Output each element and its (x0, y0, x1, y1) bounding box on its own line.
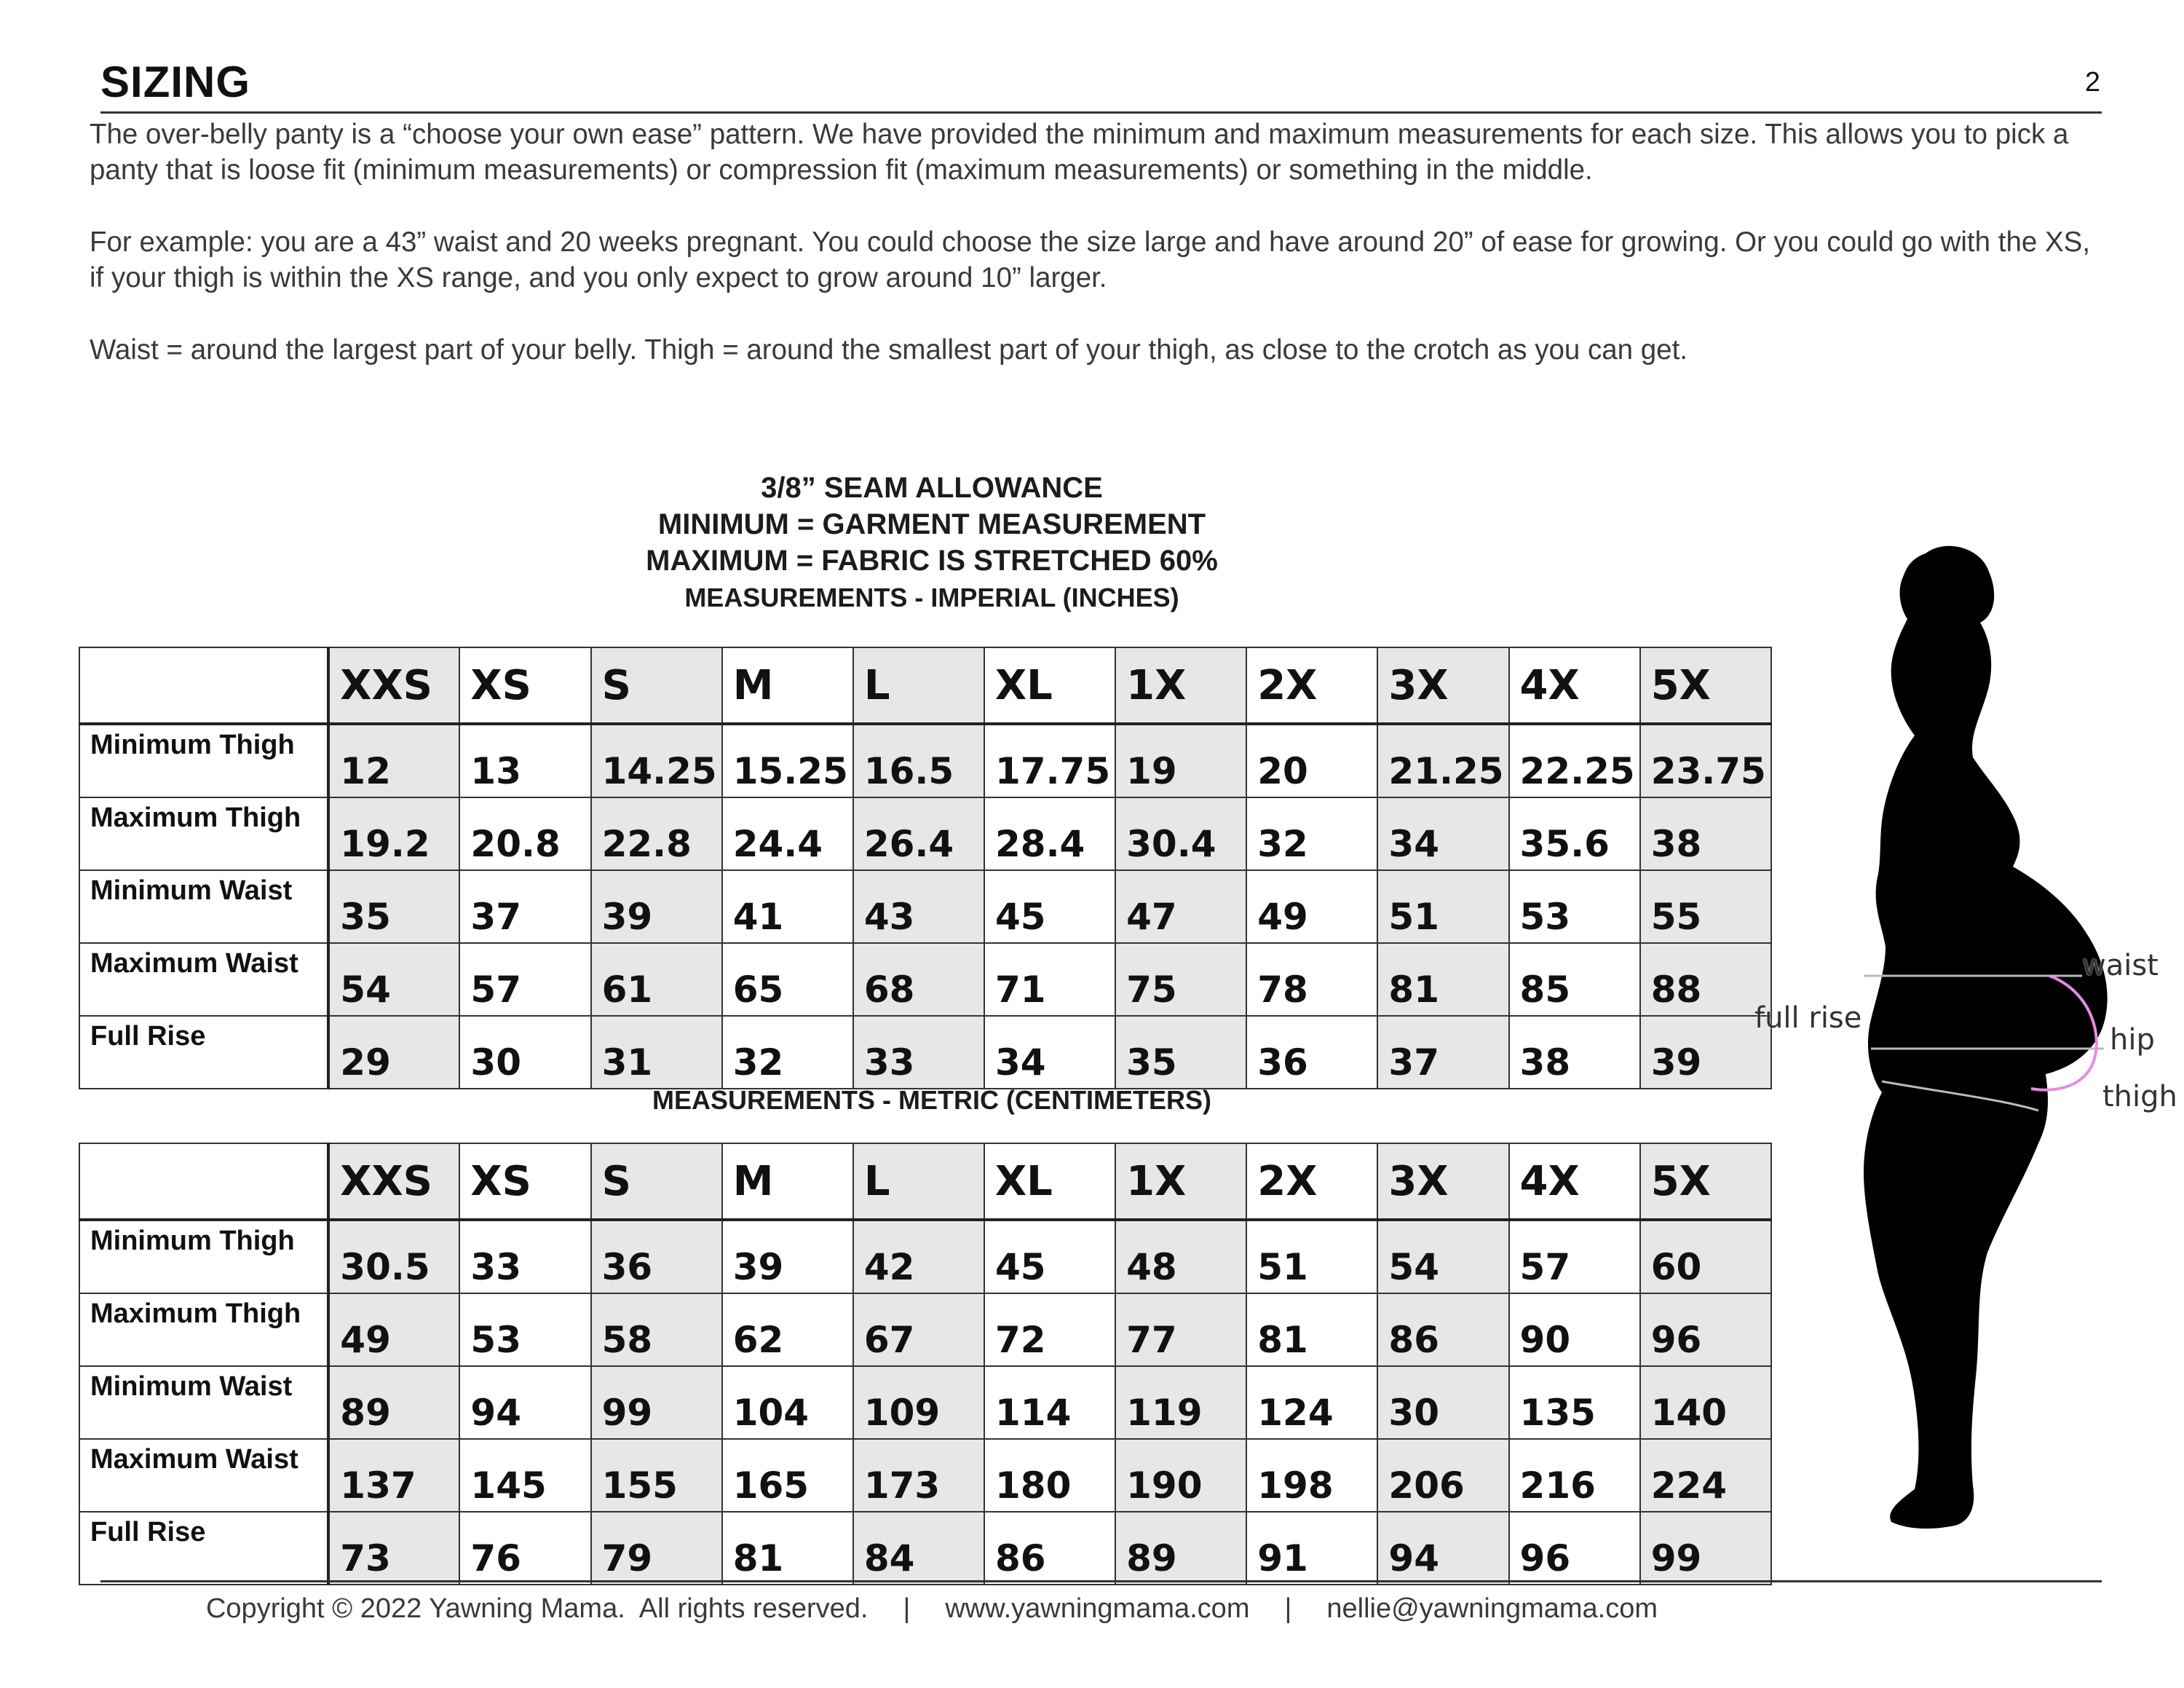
table-row (79, 1016, 1771, 1089)
table-cell: 30.5 (328, 1220, 459, 1293)
maximum-definition-heading: MAXIMUM = FABRIC IS STRETCHED 60% (646, 545, 1218, 577)
size-header-m: M (722, 647, 853, 724)
row-label: Maximum Thigh (79, 1293, 328, 1366)
table-row (79, 1293, 1771, 1366)
table-cell: 137 (328, 1439, 459, 1512)
size-header-xxs: XXS (328, 647, 459, 724)
table-cell: 49 (328, 1293, 459, 1366)
table-cell: 34 (1377, 797, 1508, 870)
table-cell: 35.6 (1509, 797, 1640, 870)
table-row (79, 1439, 1771, 1512)
table-cell: 47 (1115, 870, 1246, 943)
table-cell: 22.8 (591, 797, 722, 870)
table-cell: 104 (722, 1366, 853, 1439)
row-label: Full Rise (79, 1016, 328, 1089)
intro-paragraph-3: Waist = around the largest part of your belly. Thigh = around the smallest part of your thigh, as close to the crotch as you can get. (90, 334, 1688, 366)
table-row (79, 943, 1771, 1016)
table-corner-cell (79, 647, 328, 724)
minimum-definition-heading: MINIMUM = GARMENT MEASUREMENT (657, 508, 1206, 540)
table-cell: 62 (722, 1293, 853, 1366)
table-cell: 39 (722, 1220, 853, 1293)
size-header-xs: XS (459, 1143, 590, 1220)
table-cell: 12 (328, 724, 459, 797)
table-cell: 145 (459, 1439, 590, 1512)
table-cell: 29 (328, 1016, 459, 1089)
imperial-size-table (79, 647, 1772, 1089)
table-cell: 198 (1246, 1439, 1377, 1512)
table-cell: 37 (459, 870, 590, 943)
table-cell: 135 (1509, 1366, 1640, 1439)
table-cell: 22.25 (1509, 724, 1640, 797)
row-label: Minimum Waist (79, 1366, 328, 1439)
table-cell: 71 (984, 943, 1115, 1016)
table-cell: 53 (459, 1293, 590, 1366)
table-cell: 43 (853, 870, 984, 943)
table-cell: 55 (1640, 870, 1771, 943)
table-cell: 89 (1115, 1512, 1246, 1585)
table-corner-cell (79, 1143, 328, 1220)
hip-label: hip (2110, 1023, 2155, 1057)
table-cell: 224 (1640, 1439, 1771, 1512)
table-cell: 78 (1246, 943, 1377, 1016)
table-cell: 140 (1640, 1366, 1771, 1439)
table-cell: 30 (1377, 1366, 1508, 1439)
table-cell: 68 (853, 943, 984, 1016)
table-cell: 35 (328, 870, 459, 943)
row-label: Minimum Thigh (79, 1220, 328, 1293)
table-cell: 49 (1246, 870, 1377, 943)
table-header-row (79, 1143, 1771, 1220)
table-cell: 24.4 (722, 797, 853, 870)
intro-paragraph-1: The over-belly panty is a “choose your own ease” pattern. We have provided the minimum and maximum measurements for each size. This allows you to pick a panty that is loose fit (minimum measurements) or compression fit (maximum measurements) or something in the middle. (90, 119, 2069, 186)
table-row (79, 870, 1771, 943)
table-cell: 155 (591, 1439, 722, 1512)
footer (0, 1593, 1864, 1625)
table-cell: 20 (1246, 724, 1377, 797)
table-cell: 77 (1115, 1293, 1246, 1366)
table-row (79, 724, 1771, 797)
table-cell: 73 (328, 1512, 459, 1585)
table-cell: 28.4 (984, 797, 1115, 870)
table-cell: 114 (984, 1366, 1115, 1439)
footer-email-link[interactable]: nellie@yawningmama.com (1326, 1593, 1658, 1624)
table-cell: 48 (1115, 1220, 1246, 1293)
size-header-3x: 3X (1377, 647, 1508, 724)
table-header-row (79, 647, 1771, 724)
table-cell: 30.4 (1115, 797, 1246, 870)
table-cell: 16.5 (853, 724, 984, 797)
page-number: 2 (2084, 67, 2100, 98)
table-cell: 94 (1377, 1512, 1508, 1585)
table-cell: 81 (722, 1512, 853, 1585)
row-label: Maximum Thigh (79, 797, 328, 870)
table-cell: 32 (722, 1016, 853, 1089)
table-cell: 61 (591, 943, 722, 1016)
page-title: SIZING (100, 58, 251, 106)
table-cell: 85 (1509, 943, 1640, 1016)
table-cell: 165 (722, 1439, 853, 1512)
table-cell: 19.2 (328, 797, 459, 870)
size-header-2x: 2X (1246, 1143, 1377, 1220)
table-cell: 76 (459, 1512, 590, 1585)
table-cell: 86 (1377, 1293, 1508, 1366)
row-label: Maximum Waist (79, 943, 328, 1016)
full-rise-label: full rise (1754, 1001, 1862, 1035)
size-header-5x: 5X (1640, 1143, 1771, 1220)
size-header-xxs: XXS (328, 1143, 459, 1220)
table-cell: 96 (1640, 1293, 1771, 1366)
row-label: Full Rise (79, 1512, 328, 1585)
footer-separator: | (903, 1593, 911, 1624)
table-cell: 34 (984, 1016, 1115, 1089)
table-cell: 36 (591, 1220, 722, 1293)
table-cell: 45 (984, 1220, 1115, 1293)
table-cell: 60 (1640, 1220, 1771, 1293)
table-cell: 39 (591, 870, 722, 943)
table-cell: 45 (984, 870, 1115, 943)
table-cell: 99 (1640, 1512, 1771, 1585)
table-cell: 72 (984, 1293, 1115, 1366)
size-header-xl: XL (984, 1143, 1115, 1220)
table-cell: 124 (1246, 1366, 1377, 1439)
table-cell: 54 (328, 943, 459, 1016)
table-cell: 30 (459, 1016, 590, 1089)
size-header-2x: 2X (1246, 647, 1377, 724)
pregnant-silhouette-figure (1754, 539, 2184, 1558)
size-header-5x: 5X (1640, 647, 1771, 724)
silhouette-shape (1864, 546, 2108, 1529)
size-header-m: M (722, 1143, 853, 1220)
size-header-1x: 1X (1115, 647, 1246, 724)
table-cell: 91 (1246, 1512, 1377, 1585)
table-cell: 65 (722, 943, 853, 1016)
top-divider (100, 111, 2102, 114)
table-cell: 109 (853, 1366, 984, 1439)
table-cell: 26.4 (853, 797, 984, 870)
table-cell: 31 (591, 1016, 722, 1089)
table-cell: 180 (984, 1439, 1115, 1512)
size-header-1x: 1X (1115, 1143, 1246, 1220)
waist-label: waist (2082, 949, 2159, 982)
imperial-table-title: MEASUREMENTS - IMPERIAL (INCHES) (684, 583, 1179, 612)
table-cell: 99 (591, 1366, 722, 1439)
row-label: Maximum Waist (79, 1439, 328, 1512)
intro-text (90, 117, 2106, 404)
row-label: Minimum Thigh (79, 724, 328, 797)
footer-website-link[interactable]: www.yawningmama.com (945, 1593, 1250, 1624)
bottom-divider (100, 1580, 2102, 1582)
table-cell: 33 (459, 1220, 590, 1293)
table-cell: 57 (459, 943, 590, 1016)
table-cell: 15.25 (722, 724, 853, 797)
table-cell: 36 (1246, 1016, 1377, 1089)
table-cell: 21.25 (1377, 724, 1508, 797)
table-cell: 190 (1115, 1439, 1246, 1512)
table-cell: 81 (1246, 1293, 1377, 1366)
table-cell: 14.25 (591, 724, 722, 797)
table-cell: 119 (1115, 1366, 1246, 1439)
size-header-l: L (853, 1143, 984, 1220)
table-cell: 41 (722, 870, 853, 943)
metric-table-title: MEASUREMENTS - METRIC (CENTIMETERS) (652, 1085, 1211, 1115)
table-cell: 173 (853, 1439, 984, 1512)
table-cell: 67 (853, 1293, 984, 1366)
intro-paragraph-2: For example: you are a 43” waist and 20 weeks pregnant. You could choose the size large and have around 20” of ease for growing. Or you could go with the XS, if your thigh is within the XS range, and you only expect to grow around 10” larger. (90, 226, 2091, 293)
table-cell: 20.8 (459, 797, 590, 870)
footer-copyright: Copyright © 2022 Yawning Mama. All rights reserved. (205, 1593, 869, 1624)
table-row (79, 797, 1771, 870)
table-cell: 13 (459, 724, 590, 797)
table-cell: 84 (853, 1512, 984, 1585)
table-cell: 19 (1115, 724, 1246, 797)
table-cell: 17.75 (984, 724, 1115, 797)
footer-separator: | (1284, 1593, 1292, 1624)
table-cell: 88 (1640, 943, 1771, 1016)
table-cell: 89 (328, 1366, 459, 1439)
table-cell: 54 (1377, 1220, 1508, 1293)
table-row (79, 1512, 1771, 1585)
table-row (79, 1220, 1771, 1293)
table-cell: 33 (853, 1016, 984, 1089)
table-cell: 51 (1377, 870, 1508, 943)
table-cell: 75 (1115, 943, 1246, 1016)
table-cell: 58 (591, 1293, 722, 1366)
table-cell: 32 (1246, 797, 1377, 870)
size-header-4x: 4X (1509, 1143, 1640, 1220)
table-cell: 53 (1509, 870, 1640, 943)
size-header-xs: XS (459, 647, 590, 724)
table-cell: 37 (1377, 1016, 1508, 1089)
table-cell: 206 (1377, 1439, 1508, 1512)
table-cell: 57 (1509, 1220, 1640, 1293)
table-cell: 39 (1640, 1016, 1771, 1089)
table-cell: 216 (1509, 1439, 1640, 1512)
table-cell: 94 (459, 1366, 590, 1439)
table-cell: 79 (591, 1512, 722, 1585)
size-header-l: L (853, 647, 984, 724)
table-cell: 38 (1509, 1016, 1640, 1089)
chart-heading-block (0, 470, 1864, 617)
size-header-s: S (591, 647, 722, 724)
table-cell: 51 (1246, 1220, 1377, 1293)
metric-size-table (79, 1143, 1772, 1585)
table-cell: 35 (1115, 1016, 1246, 1089)
table-cell: 86 (984, 1512, 1115, 1585)
table-row (79, 1366, 1771, 1439)
size-header-xl: XL (984, 647, 1115, 724)
size-header-4x: 4X (1509, 647, 1640, 724)
table-cell: 96 (1509, 1512, 1640, 1585)
size-header-3x: 3X (1377, 1143, 1508, 1220)
table-cell: 81 (1377, 943, 1508, 1016)
table-cell: 38 (1640, 797, 1771, 870)
size-header-s: S (591, 1143, 722, 1220)
table-cell: 23.75 (1640, 724, 1771, 797)
table-cell: 90 (1509, 1293, 1640, 1366)
seam-allowance-heading: 3/8” SEAM ALLOWANCE (761, 472, 1103, 504)
thigh-label: thigh (2102, 1080, 2177, 1113)
row-label: Minimum Waist (79, 870, 328, 943)
table-cell: 42 (853, 1220, 984, 1293)
